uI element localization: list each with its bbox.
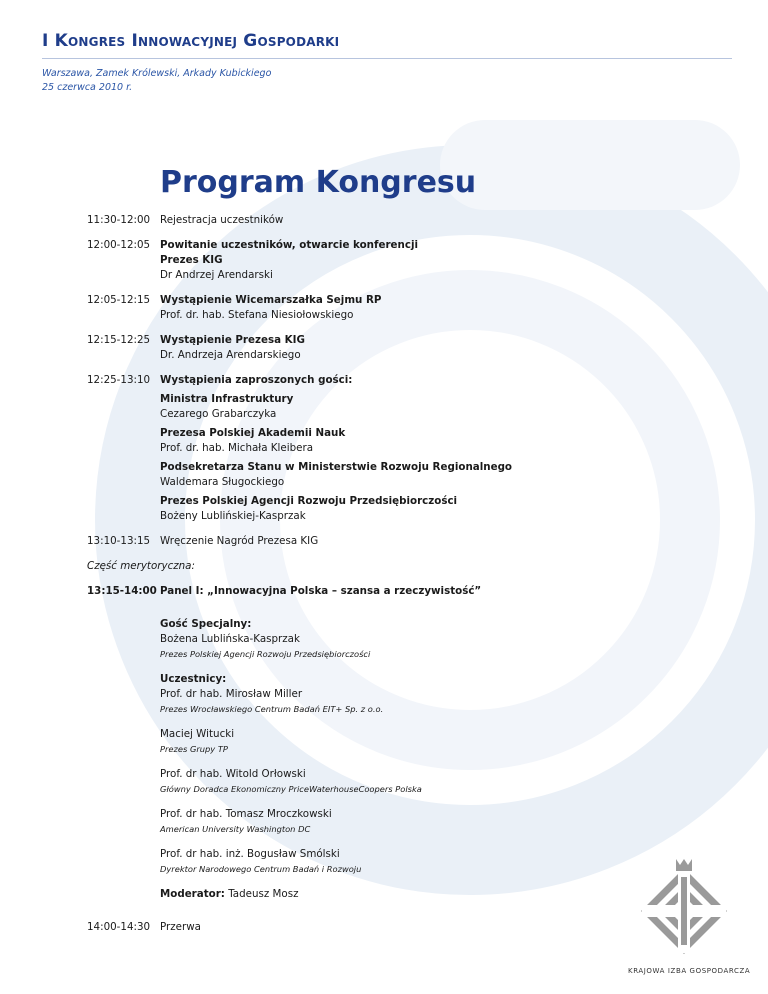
agenda-subtitle: Prezes KIG [160, 254, 223, 266]
agenda-item [87, 373, 707, 524]
participant-role: American University Washington DC [160, 824, 311, 834]
guest-entry [160, 460, 707, 490]
section-label: Część merytoryczna: [87, 560, 195, 572]
agenda-time: 12:25-13:10 [87, 374, 151, 386]
program-title: Program Kongresu [160, 165, 477, 200]
page-header [42, 30, 732, 95]
agenda-item [87, 920, 707, 935]
participant [160, 807, 707, 835]
agenda-title: Powitanie uczestników, otwarcie konferencji [160, 239, 419, 251]
participant [160, 847, 707, 875]
agenda-item [87, 213, 707, 228]
special-guest-role: Prezes Polskiej Agencji Rozwoju Przedsiębiorczości [160, 649, 371, 659]
special-guest [160, 617, 707, 660]
participant-role: Prezes Wrocławskiego Centrum Badań EIT+ Sp. z o.o. [160, 704, 384, 714]
agenda-item [87, 238, 707, 283]
participants-label: Uczestnicy: [160, 673, 227, 685]
congress-title: I Kongres Innowacyjnej Gospodarki [42, 31, 340, 51]
agenda-title: Wystąpienie Prezesa KIG [160, 334, 305, 346]
logo-caption: KRAJOWA IZBA GOSPODARCZA [628, 967, 751, 975]
agenda [87, 213, 707, 945]
guest-name: Cezarego Grabarczyka [160, 408, 277, 420]
agenda-title: Wręczenie Nagród Prezesa KIG [160, 535, 319, 547]
venue-line: Warszawa, Zamek Królewski, Arkady Kubickiego [42, 68, 272, 79]
panel-header [87, 584, 707, 599]
header-divider [42, 58, 732, 59]
participant-name: Prof. dr hab. inż. Bogusław Smólski [160, 848, 340, 860]
participant-name: Maciej Witucki [160, 728, 235, 740]
agenda-time: 14:00-14:30 [87, 921, 151, 933]
guest-entry [160, 426, 707, 456]
guest-name: Bożeny Lublińskiej-Kasprzak [160, 510, 306, 522]
participant-name: Prof. dr hab. Witold Orłowski [160, 768, 306, 780]
guest-role: Podsekretarza Stanu w Ministerstwie Rozwoju Regionalnego [160, 461, 513, 473]
participant-role: Prezes Grupy TP [160, 744, 228, 754]
agenda-time: 12:05-12:15 [87, 294, 151, 306]
participant-role: Dyrektor Narodowego Centrum Badań i Rozwoju [160, 864, 362, 874]
guest-role: Prezes Polskiej Agencji Rozwoju Przedsiębiorczości [160, 495, 458, 507]
panel-title: Panel I: „Innowacyjna Polska – szansa a rzeczywistość” [160, 585, 482, 597]
participant [160, 727, 707, 755]
participant-name: Prof. dr hab. Mirosław Miller [160, 688, 303, 700]
guest-entry [160, 392, 707, 422]
date-line: 25 czerwca 2010 r. [42, 82, 133, 93]
guest-name: Waldemara Sługockiego [160, 476, 285, 488]
guest-entry [160, 494, 707, 524]
agenda-title: Przerwa [160, 921, 201, 933]
agenda-person: Dr. Andrzeja Arendarskiego [160, 349, 301, 361]
panel-time: 13:15-14:00 [87, 585, 157, 597]
guest-role: Ministra Infrastruktury [160, 393, 294, 405]
special-guest-label: Gość Specjalny: [160, 618, 252, 630]
agenda-title: Wystąpienie Wicemarszałka Sejmu RP [160, 294, 382, 306]
moderator-label: Moderator: [160, 888, 225, 900]
agenda-time: 13:10-13:15 [87, 535, 151, 547]
agenda-person: Dr Andrzej Arendarski [160, 269, 273, 281]
agenda-item [87, 333, 707, 363]
kig-logo-icon [628, 855, 740, 967]
agenda-time: 12:15-12:25 [87, 334, 151, 346]
participant [160, 672, 707, 715]
moderator-name: Tadeusz Mosz [228, 888, 299, 900]
agenda-person: Prof. dr. hab. Stefana Niesiołowskiego [160, 309, 354, 321]
agenda-title: Wystąpienia zaproszonych gości: [160, 374, 353, 386]
participant-role: Główny Doradca Ekonomiczny PriceWaterhouseCoopers Polska [160, 784, 422, 794]
agenda-item [87, 534, 707, 549]
guest-name: Prof. dr. hab. Michała Kleibera [160, 442, 314, 454]
agenda-item [87, 293, 707, 323]
agenda-time: 11:30-12:00 [87, 214, 151, 226]
participant-name: Prof. dr hab. Tomasz Mroczkowski [160, 808, 332, 820]
participant [160, 767, 707, 795]
guest-role: Prezesa Polskiej Akademii Nauk [160, 427, 346, 439]
special-guest-name: Bożena Lublińska-Kasprzak [160, 633, 300, 645]
agenda-title: Rejestracja uczestników [160, 214, 284, 226]
agenda-time: 12:00-12:05 [87, 239, 151, 251]
moderator [160, 887, 707, 902]
